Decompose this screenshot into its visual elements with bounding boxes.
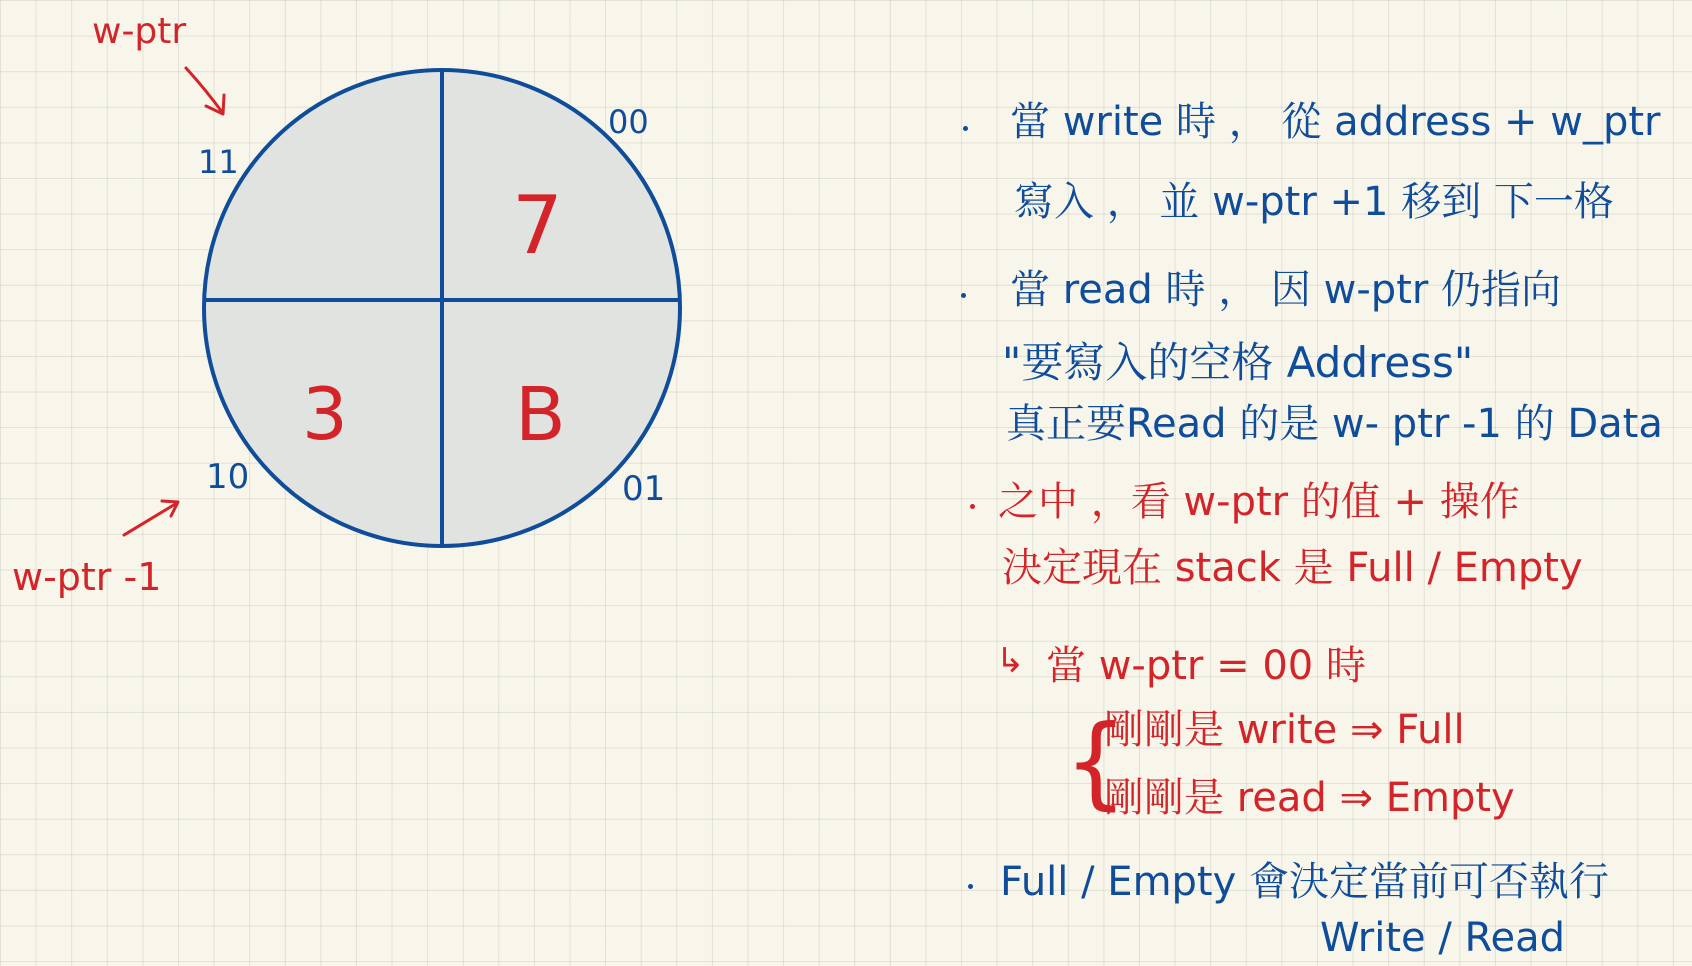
note2-line3: 真正要Read 的是 w- ptr -1 的 Data — [1006, 401, 1663, 447]
note3-case-write: 剛剛是 write ⇒ Full — [1104, 707, 1465, 753]
arrow-to-10 — [124, 501, 178, 535]
note3-bullet — [970, 504, 975, 509]
address-label-01: 01 — [622, 469, 666, 509]
note3-sub-line: 當 w-ptr = 00 時 — [1046, 643, 1366, 689]
cell-value-top-right: 7 — [512, 179, 563, 272]
note4-line2: Write / Read — [1320, 915, 1566, 961]
note2-line1: 當 read 時 ， 因 w-ptr 仍指向 — [1010, 267, 1562, 313]
note1-line1: 當 write 時 ， 從 address + w_ptr — [1010, 99, 1661, 145]
note3-line1: 之中 ，看 w-ptr 的值 + 操作 — [998, 479, 1520, 525]
cell-value-bottom-left: 3 — [302, 372, 348, 456]
read-pointer-label: w-ptr -1 — [12, 555, 162, 599]
note4-line1: Full / Empty 會決定當前可否執行 — [1000, 859, 1610, 905]
note3-case-read: 剛剛是 read ⇒ Empty — [1104, 775, 1515, 821]
note2-bullet — [961, 293, 966, 298]
note4-bullet — [968, 884, 973, 889]
note1-line2: 寫入 ， 並 w-ptr +1 移到 下一格 — [1014, 179, 1614, 225]
note2-line2: "要寫入的空格 Address" — [1002, 338, 1474, 387]
write-pointer-label: w-ptr — [92, 11, 187, 52]
address-label-00: 00 — [608, 103, 649, 141]
note3-sub-arrow: ↳ — [996, 641, 1025, 681]
note3-line2: 決定現在 stack 是 Full / Empty — [1002, 545, 1583, 591]
note1-bullet — [963, 126, 968, 131]
address-label-10: 10 — [206, 457, 250, 497]
cell-value-bottom-right: B — [515, 372, 566, 458]
address-label-11: 11 — [198, 143, 239, 181]
note3-brace: { — [1064, 703, 1128, 820]
arrow-to-11 — [186, 68, 224, 114]
